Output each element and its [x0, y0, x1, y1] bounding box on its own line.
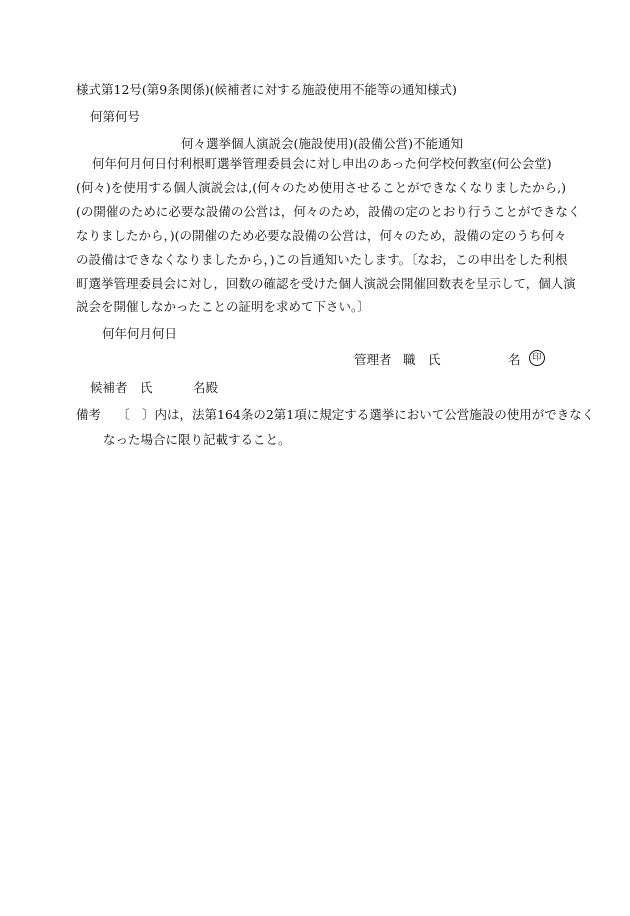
addressee-label: 候補者 氏 [90, 380, 153, 395]
body-line: (の開催のために必要な設備の公営は，何々のため，設備の定のとおり行うことができなく [76, 204, 581, 219]
body-line: の設備はできなくなりましたから，)この旨通知いたします。〔なお，この申出をした利根 [76, 252, 568, 267]
issue-date: 何年何月何日 [102, 326, 178, 341]
remarks-text: なった場合に限り記載すること。 [103, 432, 291, 447]
body-line: 説会を開催しなかったことの証明を求めて下さい。〕 [76, 299, 370, 314]
body-line: (何々)を使用する個人演説会は,(何々のため使用させることができなくなりましたから,) [76, 180, 566, 195]
signature-name: 名 [508, 352, 521, 367]
addressee-honorific: 名殿 [193, 380, 219, 395]
seal-mark: 印 [529, 350, 545, 366]
remarks-text: 〔 〕内は，法第164条の2第1項に規定する選挙において公営施設の使用ができなく [117, 407, 595, 422]
document-title: 何々選挙個人演説会(施設使用)(設備公営)不能通知 [181, 136, 464, 151]
signature-title: 職 氏 [403, 352, 441, 367]
body-line: 町選挙管理委員会に対し，回数の確認を受けた個人演説会開催回数表を呈示して，個人演 [76, 276, 576, 291]
body-line: なりましたから，)(の開催のため必要な設備の公営は，何々のため，設備の定のうち何々 [76, 228, 567, 243]
body-line: 何年何月何日付利根町選挙管理委員会に対し申出のあった何学校何教室(何公会堂) [92, 156, 552, 171]
form-header: 様式第12号(第9条関係)(候補者に対する施設使用不能等の通知様式) [76, 82, 457, 97]
remarks-label: 備考 [76, 407, 102, 422]
document-number: 何第何号 [90, 109, 141, 124]
signature-role: 管理者 [354, 352, 392, 367]
